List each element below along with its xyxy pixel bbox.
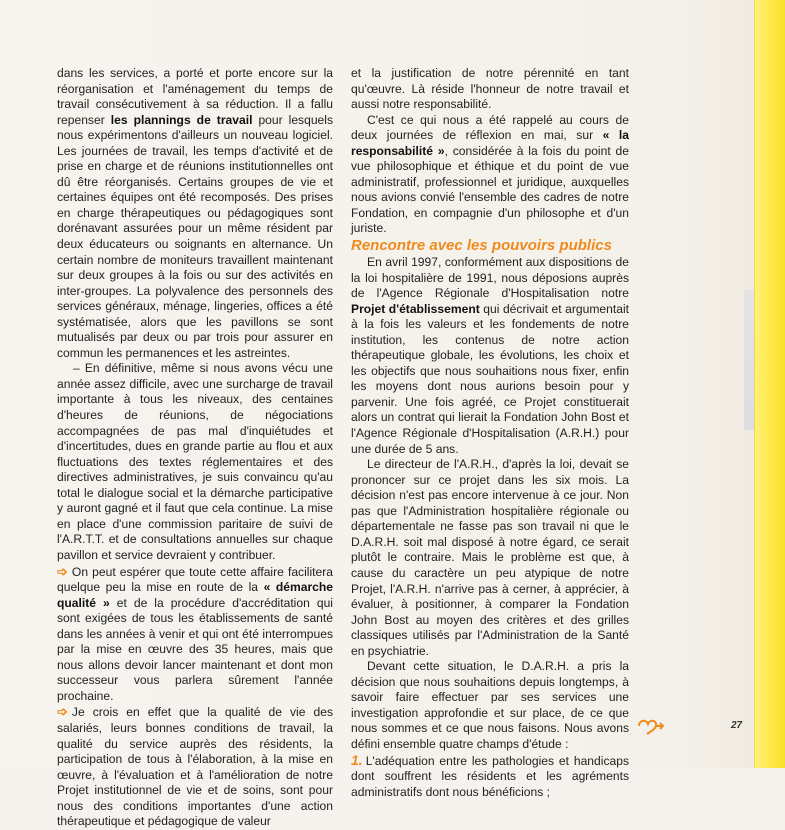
paragraph: et la justification de notre pérennité en tant qu'œuvre. Là réside l'honneur de notre travail et aussi notre responsabilité.: [351, 66, 629, 112]
paragraph: [57, 704, 333, 829]
left-column: [57, 66, 333, 830]
arrow-icon: ➩: [57, 563, 68, 579]
paragraph: Le directeur de l'A.R.H., d'après la loi, devait se prononcer sur ce projet dans les six mois. La décision n'est pas encore intervenue à ce jour. Non pas que l'Administration hospitalière régionale ou départementale ne fasse pas son travail ni que le D.A.R.H. soit mal disposé à notre égard, ce serait plutôt le contraire. Mais le problème est que, à cause du caractère un peu atypique de notre Projet, l'A.R.H. n'arrive pas à cerner, à apprécier, à évaluer, à positionner, à comparer la Fondation John Bost au moyen des critères et des grilles classiques utilisés par l'Administration de la Santé en psychiatrie.: [351, 457, 629, 658]
text: qui décrivait et argumentait à la fois les valeurs et les fondements de notre institution, les contenus de notre action thérapeutique globale, les évolutions, les choix et les objectifs que nous souhaitions nous fixer, enfin les moyens dont nous aurions besoin pour y parvenir. Une fois agréé, ce Projet constituerait alors un contrat qui lierait la Fondation John Bost et l'Agence Régionale d'Hospitalisation (A.R.H.) pour une durée de 5 ans.: [351, 301, 629, 456]
yellow-side-strip: [754, 0, 785, 768]
text: En avril 1997, conformément aux dispositions de la loi hospitalière de 1991, nous déposions auprès de l'Agence Régionale d'Hospitalisation notre: [351, 255, 629, 301]
text: C'est ce qui nous a été rappelé au cours de deux journées de réflexion en mai, sur: [351, 112, 629, 143]
paragraph: [57, 564, 333, 705]
list-number: 1.: [351, 751, 363, 768]
bold-text: les plannings de travail: [110, 112, 253, 127]
text: L'adéquation entre les pathologies et handicaps dont souffrent les résidents et les agréments administratifs dont nous bénéficions ;: [351, 753, 629, 799]
arrow-icon: ➩: [57, 704, 68, 720]
text: Je crois en effet que la qualité de vie des salariés, leurs bonnes conditions de travail, la qualité du service auprès des résidents, la participation de tous à l'élaboration, à la mise en œuvre, à l'évaluation et à l'amélioration de notre Projet institutionnel de vie et de soins, sont pour nous des conditions importantes d'une action thérapeutique et pédagogique de valeur: [57, 705, 333, 829]
right-column: [351, 66, 629, 800]
paragraph: [57, 66, 333, 361]
page-number: 27: [731, 720, 743, 731]
paragraph: – En définitive, même si nous avons vécu une année assez difficile, avec une surcharge de travail importante à tous les niveaux, des centaines d'heures de réunions, de négociations accompagnées de pas mal d'inquiétudes et d'incertitudes, dues en grande partie au flou et aux fluctuations des textes réglementaires et des directives administratives, je suis convaincu qu'au total le dialogue social et la démarche participative y auront gagné et il faut que cela continue. La mise en place d'une commission paritaire de suivi de l'A.R.T.T. et de consultations annuelles sur chaque pavillon et service devraient y contribuer.: [57, 361, 333, 562]
paragraph: [351, 113, 629, 237]
list-item: [351, 753, 629, 801]
text: pour lesquels nous expérimentons d'ailleurs un nouveau logiciel. Les journées de travail, les temps d'activité et de prise en charge et de réunions institutionnelles ont dû être réorganisés. Certains groupes de vie et certaines équipes ont été recomposés. Des prises en charge thérapeutiques ou pédagogiques sont dorénavant assurées pour un même résident par deux éducateurs ou soignants en alternance. Un certain nombre de moniteurs travaillent maintenant sur deux groupes à la fois ou sur des activités en inter-groupes. La polyvalence des personnels des services généraux, ménage, lingeries, offices a été systématisée, alors que les pavillons se sont mutualisés par deux ou par trois pour assurer en commun les permanences et les astreintes.: [57, 112, 334, 360]
text: et de la procédure d'accréditation qui sont exigées de tous les établissements de santé dans les années à venir et qui ont été interrompues par la mise en œuvre des 35 heures, mais que nous allons devoir lancer maintenant et dont mon successeur vous parlera sûrement l'année prochaine.: [57, 595, 333, 703]
bold-text: « démarche qualité »: [57, 580, 333, 610]
text: dans les services, a porté et porte encore sur la réorganisation et l'aménagement du temps de travail consécutivement à sa réduction. Il a fallu repenser: [57, 66, 333, 127]
paragraph: Devant cette situation, le D.A.R.H. a pris la décision que nous souhaitions depuis longtemps, à savoir faire effectuer par ses services une investigation approfondie et sur place, de ce que nous sommes et ce que nous faisons. Nous avons défini ensemble quatre champs d'étude :: [351, 659, 629, 751]
section-heading: Rencontre avec les pouvoirs publics: [351, 237, 612, 255]
paragraph: [351, 255, 629, 457]
bold-text: Projet d'établissement: [351, 301, 480, 316]
heart-arrow-icon: [636, 716, 664, 736]
text: On peut espérer que toute cette affaire facilitera quelque peu la mise en route de la: [57, 564, 333, 595]
text: , considérée à la fois du point de vue philosophique et éthique et du point de vue administratif, professionnel et juridique, auxquelles nous avions convié l'ensemble des cadres de notre Fondation, en compagnie d'un philosophe et d'un juriste.: [351, 143, 629, 236]
bold-text: « la responsabilité »: [351, 128, 629, 158]
